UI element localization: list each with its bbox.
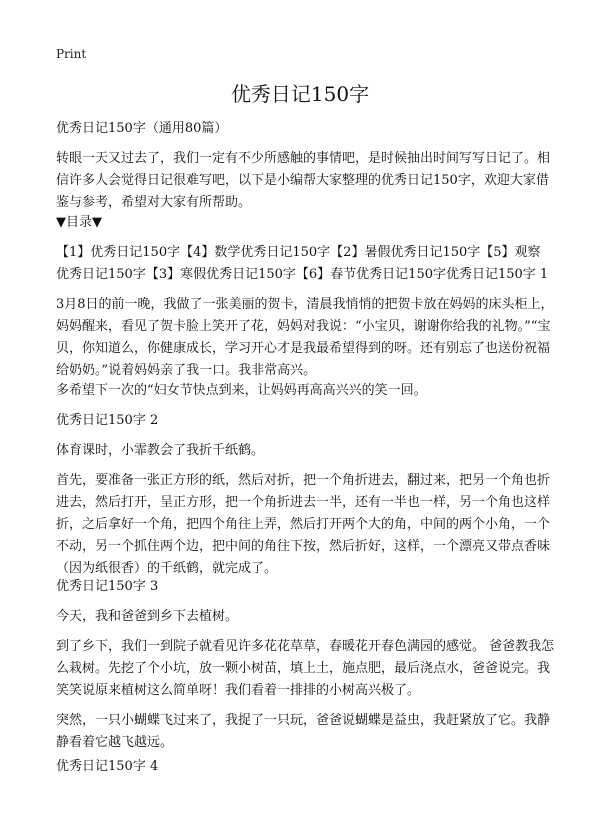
toc-line-2[interactable]: 优秀日记150字【3】寒假优秀日记150字【6】春节优秀日记150字优秀日记150字 1 [56, 267, 549, 282]
intro-paragraph: 转眼一天又过去了，我们一定有不少所感触的事情吧，是时候抽出时间写写日记了。相信许多人会觉得日记很难写吧，以下是小编帮大家整理的优秀日记150字，欢迎大家借鉴与参考，希望对大家有所帮助。 [56, 151, 551, 210]
diary-paragraph-1: 3月8日的前一晚，我做了一张美丽的贺卡，清晨我悄悄的把贺卡放在妈妈的床头柜上，妈妈醒来，看见了贺卡脸上笑开了花，妈妈对我说：“小宝贝，谢谢你给我的礼物。”“宝贝，你知道么，你健康成长，学习开心才是我最希望得到的呀。还有别忘了也送份祝福给奶奶。”说着妈妈亲了我一口。我非常高兴。 [56, 297, 554, 378]
diary-paragraph-6: 到了乡下，我们一到院子就看见许多花花草草，春暖花开春色满园的感觉。 爸爸教我怎么栽树。先挖了个小坑，放一颗小树苗，填上土，施点肥，最后浇点水，爸爸说完。我笑笑说原来植树这么简单呀！我们看着一排排的小树高兴极了。 [56, 639, 555, 698]
section-heading-2: 优秀日记150字 2 [56, 413, 159, 428]
diary-paragraph-5: 今天，我和爸爸到乡下去植树。 [56, 609, 239, 624]
toc-heading: ▼目录▼ [56, 215, 102, 230]
diary-paragraph-3: 体育课时，小霏教会了我折千纸鹤。 [56, 443, 265, 458]
diary-paragraph-4: 首先，要准备一张正方形的纸，然后对折，把一个角折进去，翻过来，把另一个角也折进去，然后打开，呈正方形，把一个角折进去一半，还有一半也一样，另一个角也这样折，之后拿好一个角，把四个角往上弄，然后打开两个大的角，中间的两个小角，一个不动，另一个抓住两个边，把中间的角往下按，然后折好，这样，一个漂亮又带点香味（因为纸很香）的千纸鹤，就完成了。 [56, 473, 551, 576]
page-title: 优秀日记150字 [230, 82, 370, 106]
toc-line-1[interactable]: 【1】优秀日记150字【4】数学优秀日记150字【2】暑假优秀日记150字【5】观察 [56, 245, 541, 260]
section-heading-3: 优秀日记150字 3 [56, 579, 159, 594]
section-heading-4: 优秀日记150字 4 [56, 759, 159, 774]
print-label[interactable]: Print [56, 47, 87, 61]
diary-paragraph-7: 突然，一只小蝴蝶飞过来了，我捉了一只玩，爸爸说蝴蝶是益虫，我赶紧放了它。我静静看着它越飞越远。 [56, 713, 551, 750]
doc-subtitle: 优秀日记150字（通用80篇） [56, 121, 228, 136]
diary-paragraph-2: 多希望下一次的“妇女节快点到来，让妈妈再高高兴兴的笑一回。 [56, 383, 427, 398]
